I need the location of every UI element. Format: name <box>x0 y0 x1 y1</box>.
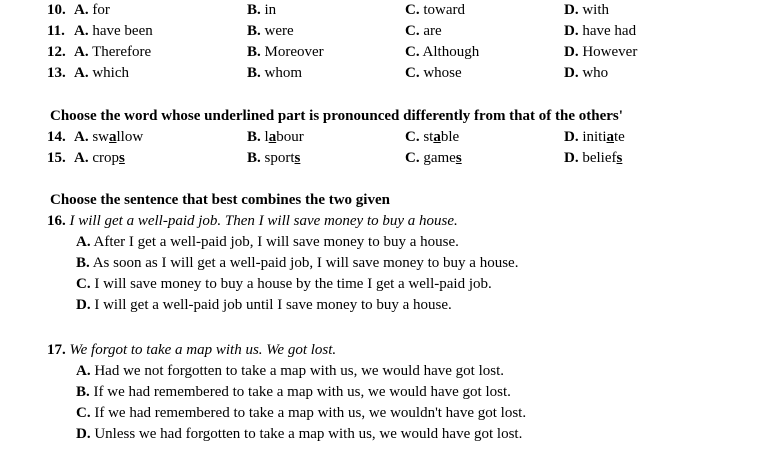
question-17-stem <box>47 340 336 361</box>
question-17-option-b: B. If we had remembered to take a map with us, we would have got lost. <box>76 384 511 400</box>
underlined-part: s <box>616 150 623 166</box>
option-b: B. in <box>247 2 277 18</box>
question-number: 17. <box>47 342 66 358</box>
question-16-option-a: A. After I get a well-paid job, I will save money to buy a house. <box>76 234 459 250</box>
question-16-option-c: C. I will save money to buy a house by the time I get a well-paid job. <box>76 276 492 292</box>
option-d: D. However <box>564 44 638 60</box>
option-c: C. games <box>405 150 462 166</box>
question-17-option-d: D. Unless we had forgotten to take a map with us, we would have got lost. <box>76 426 523 442</box>
option-d: D. who <box>564 65 609 81</box>
option-d: D. beliefs <box>564 150 623 166</box>
underlined-part: a <box>109 129 117 145</box>
option-d: D. with <box>564 2 610 18</box>
question-number: 13. <box>47 65 66 81</box>
option-b: B. Moreover <box>247 44 324 60</box>
underlined-part: a <box>433 129 441 145</box>
question-number: 12. <box>47 44 66 60</box>
option-a: A. have been <box>74 23 153 39</box>
question-16-option-d: D. I will get a well-paid job until I save money to buy a house. <box>76 297 452 313</box>
question-number: 10. <box>47 2 66 18</box>
option-b: B. sports <box>247 150 301 166</box>
question-17-option-c: C. If we had remembered to take a map with us, we wouldn't have got lost. <box>76 405 527 421</box>
question-number: 14. <box>47 129 66 145</box>
underlined-part: s <box>119 150 125 166</box>
question-number: 15. <box>47 150 66 166</box>
underlined-part: s <box>294 150 301 166</box>
question-number: 16. <box>47 213 66 229</box>
option-c: C. are <box>405 23 442 39</box>
option-b: B. labour <box>247 129 304 145</box>
option-c: C. stable <box>405 129 460 145</box>
underlined-part: a <box>268 129 277 145</box>
option-c: C. toward <box>405 2 465 18</box>
question-17-option-a: A. Had we not forgotten to take a map with us, we would have got lost. <box>76 363 504 379</box>
option-c: C. Although <box>405 44 480 60</box>
question-16-stem <box>47 211 458 232</box>
option-a: A. swallow <box>74 129 144 145</box>
question-stem: We forgot to take a map with us. We got lost. <box>69 342 337 358</box>
underlined-part: s <box>455 150 462 166</box>
option-a: A. crops <box>74 150 125 166</box>
option-b: B. were <box>247 23 294 39</box>
section-heading-combine: Choose the sentence that best combines the two given <box>50 192 390 208</box>
question-number: 11. <box>47 23 65 39</box>
option-a: A. for <box>74 2 110 18</box>
question-stem: I will get a well-paid job. Then I will save money to buy a house. <box>69 213 458 229</box>
option-a: A. Therefore <box>74 44 152 60</box>
option-a: A. which <box>74 65 130 81</box>
option-d: D. initiate <box>564 129 625 145</box>
question-16-option-b: B. As soon as I will get a well-paid job, I will save money to buy a house. <box>76 255 519 271</box>
underlined-part: a <box>606 129 615 145</box>
option-b: B. whom <box>247 65 303 81</box>
option-c: C. whose <box>405 65 462 81</box>
option-d: D. have had <box>564 23 637 39</box>
section-heading-pronunciation: Choose the word whose underlined part is pronounced differently from that of the others' <box>50 108 623 124</box>
